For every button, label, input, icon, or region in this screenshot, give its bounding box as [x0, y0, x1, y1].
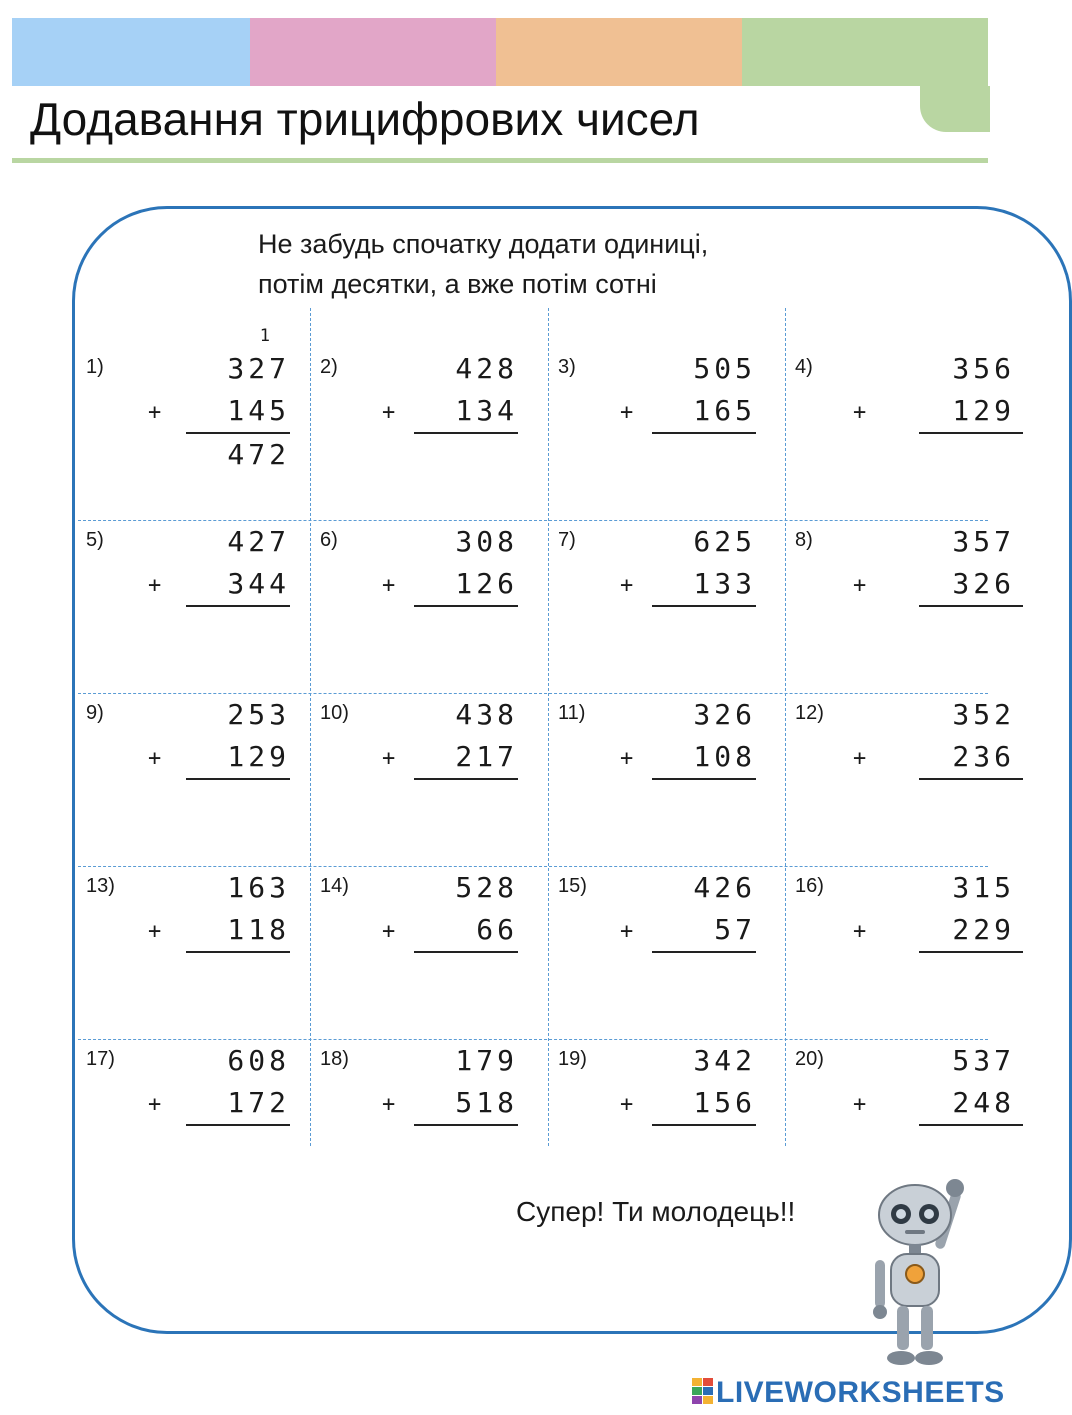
sum-line [919, 951, 1023, 953]
stripe-green [742, 18, 988, 86]
answer-field[interactable] [190, 1130, 290, 1166]
addend-top: 428 [455, 352, 518, 385]
answer-field[interactable] [418, 438, 518, 474]
addend-bottom: 248 [952, 1086, 1015, 1119]
sum-line [414, 1124, 518, 1126]
sum-line [919, 778, 1023, 780]
addend-bottom: 129 [952, 394, 1015, 427]
addend-top: 179 [455, 1044, 518, 1077]
stripe-pink [250, 18, 496, 86]
addend-bottom: 165 [693, 394, 756, 427]
problem-cell [550, 654, 786, 826]
problem-cell [550, 308, 786, 480]
addend-bottom: 172 [227, 1086, 290, 1119]
plus-sign: + [853, 400, 867, 425]
answer-field[interactable] [656, 438, 756, 474]
answer-field[interactable] [915, 784, 1015, 820]
problem-number: 15) [558, 875, 587, 897]
answer-field[interactable] [915, 1130, 1015, 1166]
sum-line [186, 605, 290, 607]
sum-line [414, 432, 518, 434]
sum-line [919, 1124, 1023, 1126]
answer-field[interactable] [190, 957, 290, 993]
sum-line [186, 1124, 290, 1126]
brand-logo [716, 1376, 1005, 1410]
plus-sign: + [853, 746, 867, 771]
problem-number: 19) [558, 1048, 587, 1070]
answer-field[interactable] [190, 611, 290, 647]
addend-bottom: 145 [227, 394, 290, 427]
title-underline [12, 158, 988, 163]
sum-line [919, 432, 1023, 434]
addend-top: 326 [693, 698, 756, 731]
problem-cell [78, 481, 314, 653]
problem-cell [78, 308, 314, 480]
answer-field[interactable] [190, 784, 290, 820]
problem-number: 2) [320, 356, 338, 378]
header-tab [920, 86, 990, 132]
sum-line [652, 432, 756, 434]
problem-cell [312, 481, 548, 653]
addend-top: 356 [952, 352, 1015, 385]
problem-cell [78, 654, 314, 826]
plus-sign: + [620, 746, 634, 771]
problem-number: 11) [558, 702, 586, 724]
stripe-orange [496, 18, 742, 86]
sum-line [186, 432, 290, 434]
problem-cell [312, 654, 548, 826]
sum-line [652, 778, 756, 780]
answer-field[interactable] [656, 611, 756, 647]
addend-bottom: 57 [714, 913, 756, 946]
plus-sign: + [382, 746, 396, 771]
problem-number: 13) [86, 875, 115, 897]
addend-top: 342 [693, 1044, 756, 1077]
plus-sign: + [620, 573, 634, 598]
problem-cell [787, 481, 1023, 653]
addend-top: 352 [952, 698, 1015, 731]
plus-sign: + [620, 1092, 634, 1117]
sum-line [414, 778, 518, 780]
addend-bottom: 229 [952, 913, 1015, 946]
sum-line [919, 605, 1023, 607]
addend-top: 528 [455, 871, 518, 904]
problem-number: 20) [795, 1048, 824, 1070]
addend-top: 505 [693, 352, 756, 385]
praise-text: Супер! Ти молодець!! [516, 1196, 796, 1227]
addend-top: 625 [693, 525, 756, 558]
problem-number: 12) [795, 702, 824, 724]
addend-bottom: 126 [455, 567, 518, 600]
liveworksheets-logo-icon [692, 1378, 714, 1406]
sum-line [414, 951, 518, 953]
addend-top: 163 [227, 871, 290, 904]
problem-number: 8) [795, 529, 813, 551]
plus-sign: + [148, 746, 162, 771]
answer-field[interactable] [418, 784, 518, 820]
problem-cell [787, 1000, 1023, 1172]
addend-bottom: 217 [455, 740, 518, 773]
plus-sign: + [620, 919, 634, 944]
addend-bottom: 134 [455, 394, 518, 427]
addend-bottom: 108 [693, 740, 756, 773]
plus-sign: + [853, 919, 867, 944]
problem-number: 9) [86, 702, 104, 724]
sum-line [186, 778, 290, 780]
sum-line [414, 605, 518, 607]
problem-number: 6) [320, 529, 338, 551]
instruction-line-1: Не забудь спочатку додати одиниці, [258, 229, 709, 259]
problem-number: 14) [320, 875, 349, 897]
problem-cell [312, 827, 548, 999]
addend-bottom: 156 [693, 1086, 756, 1119]
problem-number: 10) [320, 702, 349, 724]
answer-field[interactable] [418, 957, 518, 993]
answer-field[interactable]: 472 [227, 438, 290, 471]
answer-field[interactable] [656, 1130, 756, 1166]
addend-bottom: 518 [455, 1086, 518, 1119]
robot-illustration [855, 1170, 985, 1370]
addend-bottom: 326 [952, 567, 1015, 600]
problem-cell [550, 827, 786, 999]
addend-top: 537 [952, 1044, 1015, 1077]
problem-cell [312, 1000, 548, 1172]
problem-cell [787, 654, 1023, 826]
carry-digit: 1 [259, 326, 270, 346]
problem-cell [550, 1000, 786, 1172]
sum-line [652, 605, 756, 607]
answer-field[interactable] [656, 957, 756, 993]
answer-field[interactable] [418, 611, 518, 647]
problem-cell [787, 308, 1023, 480]
plus-sign: + [853, 573, 867, 598]
problem-cell [787, 827, 1023, 999]
problem-cell [312, 308, 548, 480]
problem-number: 16) [795, 875, 824, 897]
problem-number: 4) [795, 356, 813, 378]
plus-sign: + [148, 919, 162, 944]
problem-number: 17) [86, 1048, 115, 1070]
robot-icon [873, 1179, 964, 1365]
problem-number: 5) [86, 529, 104, 551]
sum-line [652, 1124, 756, 1126]
plus-sign: + [620, 400, 634, 425]
answer-field[interactable] [915, 438, 1015, 474]
addend-bottom: 133 [693, 567, 756, 600]
answer-field[interactable] [418, 1130, 518, 1166]
addend-top: 427 [227, 525, 290, 558]
addend-bottom: 344 [227, 567, 290, 600]
problem-number: 18) [320, 1048, 349, 1070]
instruction-line-2: потім десятки, а вже потім сотні [258, 269, 657, 299]
addend-bottom: 236 [952, 740, 1015, 773]
addend-top: 315 [952, 871, 1015, 904]
addend-bottom: 66 [476, 913, 518, 946]
answer-field[interactable] [656, 784, 756, 820]
plus-sign: + [382, 919, 396, 944]
plus-sign: + [853, 1092, 867, 1117]
problem-cell [550, 481, 786, 653]
problem-cell [78, 1000, 314, 1172]
brand-text: LIVEWORKSHEETS [716, 1376, 1005, 1409]
addend-bottom: 118 [227, 913, 290, 946]
sum-line [652, 951, 756, 953]
stripe-blue [12, 18, 250, 86]
addend-top: 253 [227, 698, 290, 731]
plus-sign: + [148, 573, 162, 598]
problem-number: 1) [86, 356, 104, 378]
sum-line [186, 951, 290, 953]
plus-sign: + [148, 1092, 162, 1117]
plus-sign: + [382, 573, 396, 598]
plus-sign: + [382, 400, 396, 425]
page-title: Додавання трицифрових чисел [30, 93, 700, 145]
problem-number: 3) [558, 356, 576, 378]
problem-cell [78, 827, 314, 999]
addend-top: 327 [227, 352, 290, 385]
problem-number: 7) [558, 529, 576, 551]
addend-top: 608 [227, 1044, 290, 1077]
instruction [258, 224, 708, 304]
plus-sign: + [382, 1092, 396, 1117]
addend-bottom: 129 [227, 740, 290, 773]
grid-divider-vertical [548, 308, 549, 1146]
answer-field[interactable] [915, 611, 1015, 647]
addend-top: 438 [455, 698, 518, 731]
addend-top: 357 [952, 525, 1015, 558]
addend-top: 426 [693, 871, 756, 904]
answer-field[interactable] [915, 957, 1015, 993]
addend-top: 308 [455, 525, 518, 558]
plus-sign: + [148, 400, 162, 425]
